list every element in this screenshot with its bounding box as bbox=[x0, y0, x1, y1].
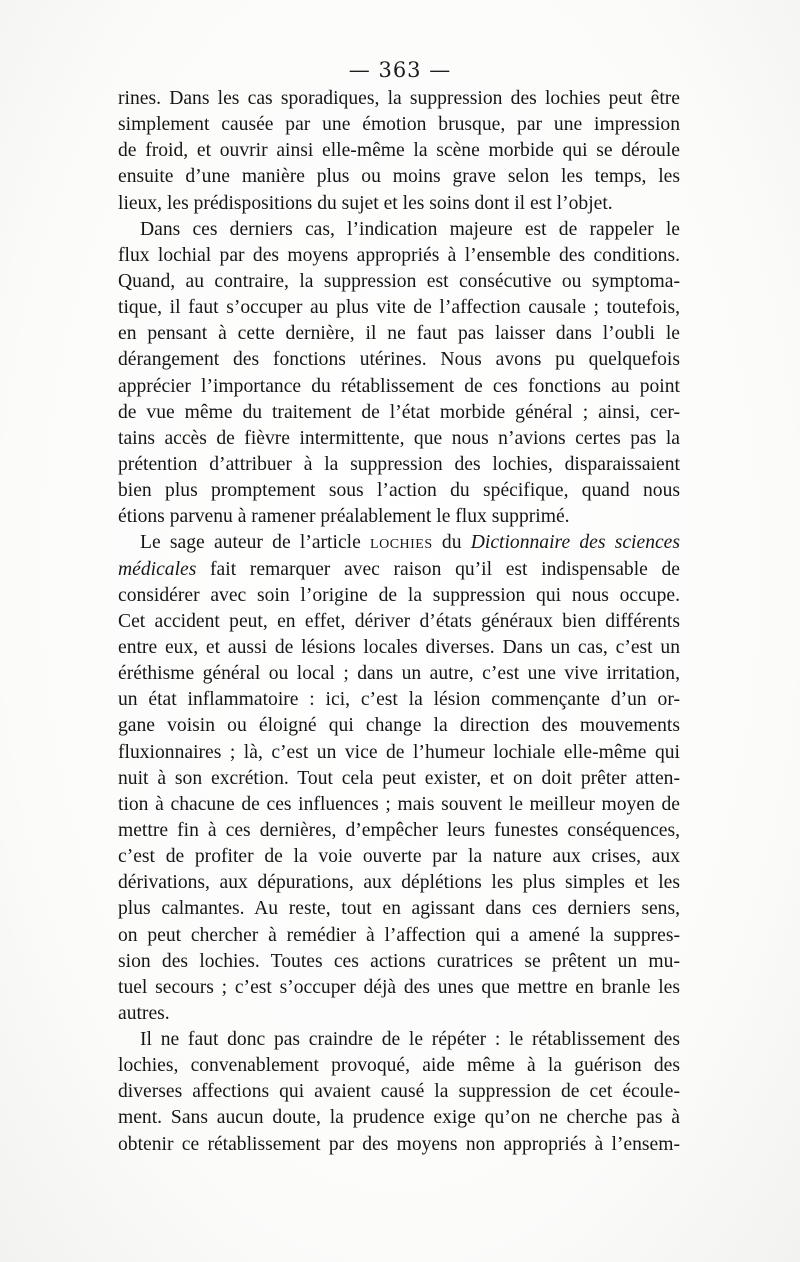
text-line: Dans ces derniers cas, l’indication majeure est de rappeler le bbox=[140, 218, 680, 240]
text-run: du bbox=[432, 532, 471, 554]
text-line: tique, il faut s’occuper au plus vite de l’affection causale ; toutefois, bbox=[118, 297, 680, 319]
text-line: obtenir ce rétablissement par des moyens non appropriés à l’ensem- bbox=[118, 1133, 680, 1155]
text-line: simplement causée par une émotion brusque, par une impression bbox=[118, 114, 680, 136]
text-line: de froid, et ouvrir ainsi elle-même la scène morbide qui se déroule bbox=[118, 140, 680, 162]
text-line: entre eux, et aussi de lésions locales diverses. Dans un cas, c’est un bbox=[118, 636, 680, 658]
text-line: diverses affections qui avaient causé la suppression de cet écoule- bbox=[118, 1081, 680, 1103]
smallcaps-text: lochies bbox=[370, 532, 433, 554]
text-line: flux lochial par des moyens appropriés à l’ensemble des conditions. bbox=[118, 244, 680, 266]
text-line: Cet accident peut, en effet, dériver d’états généraux bien différents bbox=[118, 610, 680, 632]
text-line: Quand, au contraire, la suppression est consécutive ou symptoma- bbox=[118, 270, 680, 292]
text-line bbox=[118, 530, 680, 556]
text-line: dérivations, aux dépurations, aux déplétions les plus simples et les bbox=[118, 872, 680, 894]
text-line: tuel secours ; c’est s’occuper déjà des unes que mettre en branle les bbox=[118, 976, 680, 998]
text-line: on peut chercher à remédier à l’affection qui a amené la suppres- bbox=[118, 924, 680, 946]
text-line: considérer avec soin l’origine de la suppression qui nous occupe. bbox=[118, 584, 680, 606]
text-line: bien plus promptement sous l’action du spécifique, quand nous bbox=[118, 480, 680, 502]
page-number: — 363 — bbox=[348, 58, 452, 82]
text-run: Le sage auteur de l’article bbox=[140, 532, 371, 554]
text-line: de vue même du traitement de l’état morbide général ; ainsi, cer- bbox=[118, 401, 680, 423]
text-line: ment. Sans aucun doute, la prudence exige qu’on ne cherche pas à bbox=[118, 1107, 680, 1129]
text-line: un état inflammatoire : ici, c’est la lésion commençante d’un or- bbox=[118, 689, 680, 711]
text-line: tion à chacune de ces influences ; mais souvent le meilleur moyen de bbox=[118, 793, 680, 815]
text-line: mettre fin à ces dernières, d’empêcher leurs funestes conséquences, bbox=[118, 819, 680, 841]
italic-text: Dictionnaire des sciences bbox=[470, 532, 681, 554]
text-line: fluxionnaires ; là, c’est un vice de l’humeur lochiale elle-même qui bbox=[118, 741, 680, 763]
italic-text: médicales bbox=[118, 558, 197, 580]
text-line: éréthisme général ou local ; dans un autre, c’est une vive irritation, bbox=[118, 663, 680, 685]
body-text bbox=[118, 86, 680, 1158]
text-line: étions parvenu à ramener préalablement le flux supprimé. bbox=[118, 506, 570, 528]
text-line: prétention d’attribuer à la suppression des lochies, disparaissaient bbox=[118, 453, 680, 475]
text-line: dérangement des fonctions utérines. Nous avons pu quelquefois bbox=[118, 349, 680, 371]
text-line: c’est de profiter de la voie ouverte par la nature aux crises, aux bbox=[118, 846, 680, 868]
text-line: nuit à son excrétion. Tout cela peut exister, et on doit prêter atten- bbox=[118, 767, 680, 789]
text-line: lieux, les prédispositions du sujet et les soins dont il est l’objet. bbox=[118, 192, 613, 214]
text-line: rines. Dans les cas sporadiques, la suppression des lochies peut être bbox=[118, 88, 680, 109]
text-line: ensuite d’une manière plus ou moins grave selon les temps, les bbox=[118, 166, 680, 188]
text-line: apprécier l’importance du rétablissement de ces fonctions au point bbox=[118, 375, 680, 397]
text-line: lochies, convenablement provoqué, aide même à la guérison des bbox=[118, 1055, 680, 1077]
text-line: tains accès de fièvre intermittente, que nous n’avions certes pas la bbox=[118, 427, 680, 449]
text-line: gane voisin ou éloigné qui change la direction des mouvements bbox=[118, 715, 680, 737]
text-line bbox=[118, 557, 680, 583]
text-line: sion des lochies. Toutes ces actions curatrices se prêtent un mu- bbox=[118, 950, 680, 972]
text-line: plus calmantes. Au reste, tout en agissant dans ces derniers sens, bbox=[118, 898, 680, 920]
text-line: autres. bbox=[118, 1002, 170, 1024]
text-line: en pensant à cette dernière, il ne faut pas laisser dans l’oubli le bbox=[118, 323, 680, 345]
text-run: fait remarquer avec raison qu’il est indispensable de bbox=[196, 558, 680, 580]
text-line: Il ne faut donc pas craindre de le répéter : le rétablissement des bbox=[140, 1029, 680, 1051]
